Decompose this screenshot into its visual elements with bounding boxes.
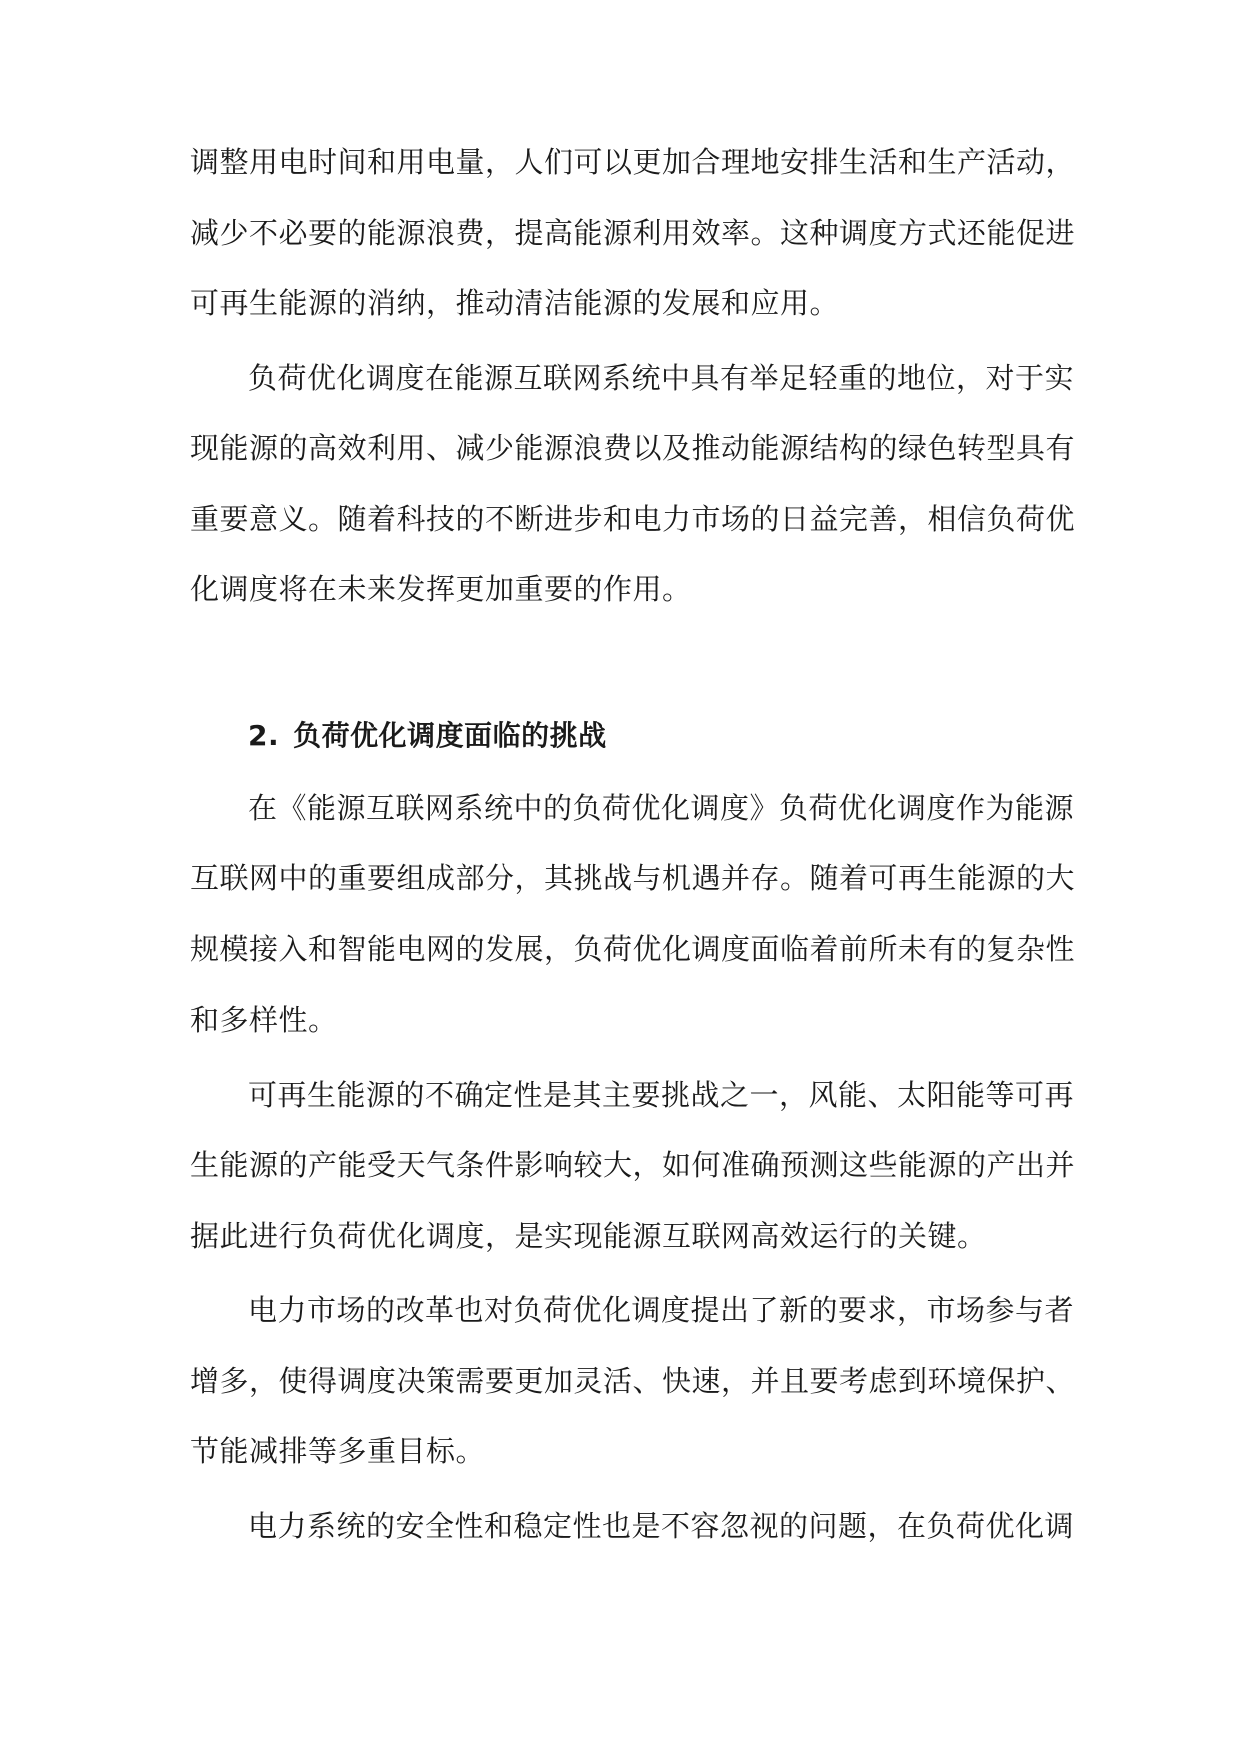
paragraph-line: 可再生能源的消纳，推动清洁能源的发展和应用。 [190, 286, 840, 320]
paragraph-line: 负荷优化调度在能源互联网系统中具有举足轻重的地位，对于实 [248, 361, 1075, 395]
section-heading [248, 716, 1060, 756]
paragraph-line: 生能源的产能受天气条件影响较大，如何准确预测这些能源的产出并 [190, 1148, 1076, 1182]
paragraph-line: 在《能源互联网系统中的负荷优化调度》负荷优化调度作为能源 [248, 791, 1075, 825]
paragraph-line: 增多，使得调度决策需要更加灵活、快速，并且要考虑到环境保护、 [190, 1364, 1076, 1398]
paragraph-line: 电力系统的安全性和稳定性也是不容忽视的问题，在负荷优化调 [248, 1509, 1075, 1543]
paragraph-line: 据此进行负荷优化调度，是实现能源互联网高效运行的关键。 [190, 1219, 987, 1253]
paragraph-line: 节能减排等多重目标。 [190, 1434, 486, 1468]
paragraph-line: 和多样性。 [190, 1003, 338, 1037]
paragraph-line: 化调度将在未来发挥更加重要的作用。 [190, 572, 692, 606]
paragraph-line: 现能源的高效利用、减少能源浪费以及推动能源结构的绿色转型具有 [190, 431, 1076, 465]
paragraph-line: 重要意义。随着科技的不断进步和电力市场的日益完善，相信负荷优 [190, 502, 1076, 536]
paragraph-line: 减少不必要的能源浪费，提高能源利用效率。这种调度方式还能促进 [190, 216, 1076, 250]
paragraph-line: 电力市场的改革也对负荷优化调度提出了新的要求，市场参与者 [248, 1293, 1075, 1327]
paragraph-line: 规模接入和智能电网的发展，负荷优化调度面临着前所未有的复杂性 [190, 932, 1076, 966]
section-title: 负荷优化调度面临的挑战 [293, 719, 607, 752]
section-number: 2. [248, 719, 280, 752]
paragraph-line: 可再生能源的不确定性是其主要挑战之一，风能、太阳能等可再 [248, 1078, 1075, 1112]
paragraph-line: 调整用电时间和用电量，人们可以更加合理地安排生活和生产活动， [190, 145, 1076, 179]
paragraph-line: 互联网中的重要组成部分，其挑战与机遇并存。随着可再生能源的大 [190, 861, 1076, 895]
